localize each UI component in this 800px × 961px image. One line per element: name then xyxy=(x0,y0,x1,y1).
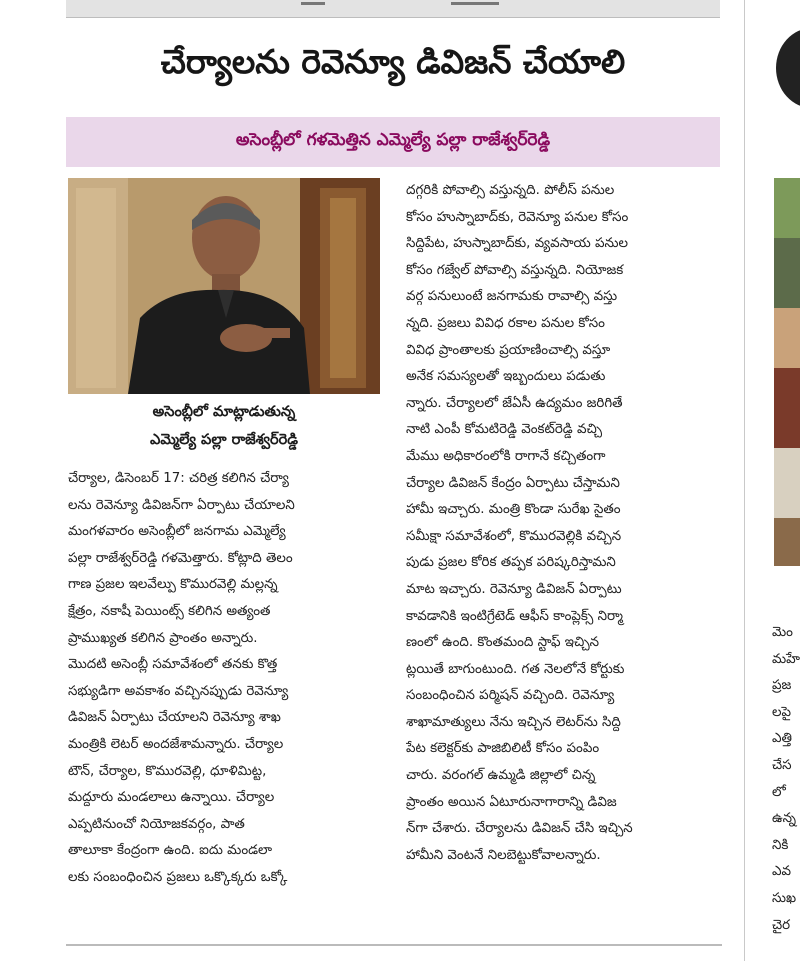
body-text-line: మంత్రికి లెటర్ అందజేశామన్నారు. చేర్యాల xyxy=(68,736,284,752)
subheadline-band xyxy=(66,117,720,167)
body-text-line: ఉన్న xyxy=(772,811,797,827)
body-text-line: హామీ ఇచ్చారు. మంత్రి కొండా సురేఖ సైతం xyxy=(406,502,621,518)
body-text-line: మెం xyxy=(772,625,793,640)
body-text-line: ప్రజ xyxy=(772,678,792,694)
adjacent-article-badge xyxy=(776,28,800,108)
body-text-line: శాఖామాత్యులు నేను ఇచ్చిన లెటర్‌ను సిద్ది xyxy=(406,714,621,730)
body-text-line: చారు. వరంగల్ ఉమ్మడి జిల్లాలో చిన్న xyxy=(406,768,596,784)
column-divider xyxy=(744,0,745,961)
body-text-line: డివిజన్ ఏర్పాటు చేయాలని రెవెన్యూ శాఖ xyxy=(68,710,281,726)
body-text-line: ట్లయితే బాగుంటుంది. గత నెలలోనే కోర్టుకు xyxy=(406,661,625,677)
body-text-line: లను రెవెన్యూ డివిజన్‌గా ఏర్పాటు చేయాలని xyxy=(68,497,295,513)
body-text-line: సభ్యుడిగా అవకాశం వచ్చినప్పుడు రెవెన్యూ xyxy=(68,683,289,699)
body-text-line: పేట కలెక్టర్‌కు పాజిబిలిటీ కోసం పంపిం xyxy=(406,741,600,757)
body-text-line: నాటి ఎంపీ కోమటిరెడ్డి వెంకట్‌రెడ్డి వచ్చి xyxy=(406,422,603,438)
body-text-line: సుఖ xyxy=(772,890,797,906)
body-text-line: కోసం హుస్నాబాద్‌కు, రెవెన్యూ పనుల కోసం xyxy=(406,209,629,225)
body-text-line: సిద్దిపేట, హుస్నాబాద్‌కు, వ్యవసాయ పనుల xyxy=(406,236,629,252)
body-text-line: న్నారు. చేర్యాలలో జేఏసీ ఉద్యమం జరిగితే xyxy=(406,395,623,411)
body-text-line: గాణ ప్రజల ఇలవేల్పు కొమురవెల్లి మల్లన్న xyxy=(68,577,278,593)
mla-speaking-photo xyxy=(68,178,380,394)
body-text-line: పల్లా రాజేశ్వర్‌రెడ్డి గళమెత్తారు. కోట్లాది తెలం xyxy=(68,550,293,566)
body-text-line: సంబంధించిన పర్మిషన్ వచ్చింది. రెవెన్యూ xyxy=(406,688,615,704)
body-text-line: మేము అధికారంలోకి రాగానే కచ్చితంగా xyxy=(406,448,606,464)
body-text-line: ఎప్పటినుంచో నియోజకవర్గం, పాత xyxy=(68,816,245,832)
body-column-left xyxy=(68,466,386,892)
body-text-line: మంగళవారం అసెంబ్లీలో జనగామ ఎమ్మెల్యే xyxy=(68,524,286,540)
subheadline: అసెంబ్లీలో గళమెత్తిన ఎమ్మెల్యే పల్లా రాజేశ్వర్‌రెడ్డి xyxy=(235,130,551,150)
adjacent-article-photo xyxy=(774,178,800,566)
body-text-line: ప్రాముఖ్యత కలిగిన ప్రాంతం అన్నారు. xyxy=(68,630,258,646)
body-text-line: ఎవ xyxy=(772,864,792,880)
body-text-line: ణంలో ఉంది. కొంతమంది స్టాఫ్ ఇచ్చిన xyxy=(406,635,600,651)
body-text-line: దగ్గరికి పోవాల్సి వస్తున్నది. పోలీస్ పనుల xyxy=(406,183,615,198)
body-text-line: లకు సంబంధించిన ప్రజలు ఒక్కొక్కరు ఒక్కో xyxy=(68,869,288,885)
body-text-line: మహే xyxy=(772,651,800,667)
photo-caption xyxy=(68,398,380,458)
adjacent-article-text xyxy=(772,620,800,939)
body-text-line: న్నది. ప్రజలు వివిధ రకాల పనుల కోసం xyxy=(406,315,605,331)
body-text-line: సమీక్షా సమావేశంలో, కొమురవెల్లికి వచ్చిన xyxy=(406,528,622,544)
body-text-line: నికి xyxy=(772,837,789,853)
body-text-line: పుడు ప్రజల కోరిక తప్పక పరిష్కరిస్తామని xyxy=(406,555,616,571)
body-text-line: వివిధ ప్రాంతాలకు ప్రయాణించాల్సి వస్తూ xyxy=(406,342,611,358)
body-text-line: క్షేత్రం, నకాషీ పెయింట్స్ కలిగిన అత్యంత xyxy=(68,603,271,619)
body-text-line: ప్రాంతం అయిన ఏటూరునాగారాన్ని డివిజ xyxy=(406,794,617,810)
body-text-line: వర్గ పనులుంటే జనగామకు రావాల్సి వస్తు xyxy=(406,289,618,305)
body-text-line: చైర xyxy=(772,917,791,933)
body-text-line: న్‌గా చేశారు. చేర్యాలను డివిజన్ చేసి ఇచ్చిన xyxy=(406,821,633,837)
photo-caption-line: ఎమ్మెల్యే పల్లా రాజేశ్వర్‌రెడ్డి xyxy=(150,432,298,448)
headline: చేర్యాలను రెవెన్యూ డివిజన్ చేయాలి xyxy=(160,41,626,81)
body-text-line: మాట ఇచ్చారు. రెవెన్యూ డివిజన్ ఏర్పాటు xyxy=(406,581,622,597)
body-text-line: అనేక సమస్యలతో ఇబ్బందులు పడుతు xyxy=(406,369,606,385)
previous-article-strip xyxy=(66,0,720,18)
body-text-line: తాలూకా కేంద్రంగా ఉంది. ఐదు మండలా xyxy=(68,843,273,859)
body-text-line: చేస xyxy=(772,757,792,773)
body-text-line: లో xyxy=(772,784,786,800)
body-text-line: చేర్యాల, డిసెంబర్ 17: చరిత్ర కలిగిన చేర్యా xyxy=(68,471,289,486)
body-text-line: లపై xyxy=(772,704,792,720)
body-text-line: ఎత్తి xyxy=(772,731,792,747)
body-text-line: హామీని వెంటనే నిలబెట్టుకోవాలన్నారు. xyxy=(406,847,601,863)
body-text-line: మొదటి అసెంబ్లీ సమావేశంలో తనకు కొత్త xyxy=(68,657,278,673)
article-bottom-rule xyxy=(66,944,722,946)
body-text-line: కోసం గజ్వేల్ పోవాల్సి వస్తున్నది. నియోజక xyxy=(406,262,624,278)
body-column-middle xyxy=(406,178,722,869)
body-text-line: కావడానికి ఇంటిగ్రేటెడ్ ఆఫీస్ కాంప్లెక్స్ నిర్మా xyxy=(406,608,623,624)
body-text-line: చేర్యాల డివిజన్ కేంద్రం ఏర్పాటు చేస్తామని xyxy=(406,475,620,491)
body-text-line: టౌన్, చేర్యాల, కొమురవెల్లి, ధూళిమిట్ట, xyxy=(68,763,267,779)
photo-caption-line: అసెంబ్లీలో మాట్లాడుతున్న xyxy=(152,404,296,420)
body-text-line: మద్దూరు మండలాలు ఉన్నాయి. చేర్యాల xyxy=(68,790,275,806)
